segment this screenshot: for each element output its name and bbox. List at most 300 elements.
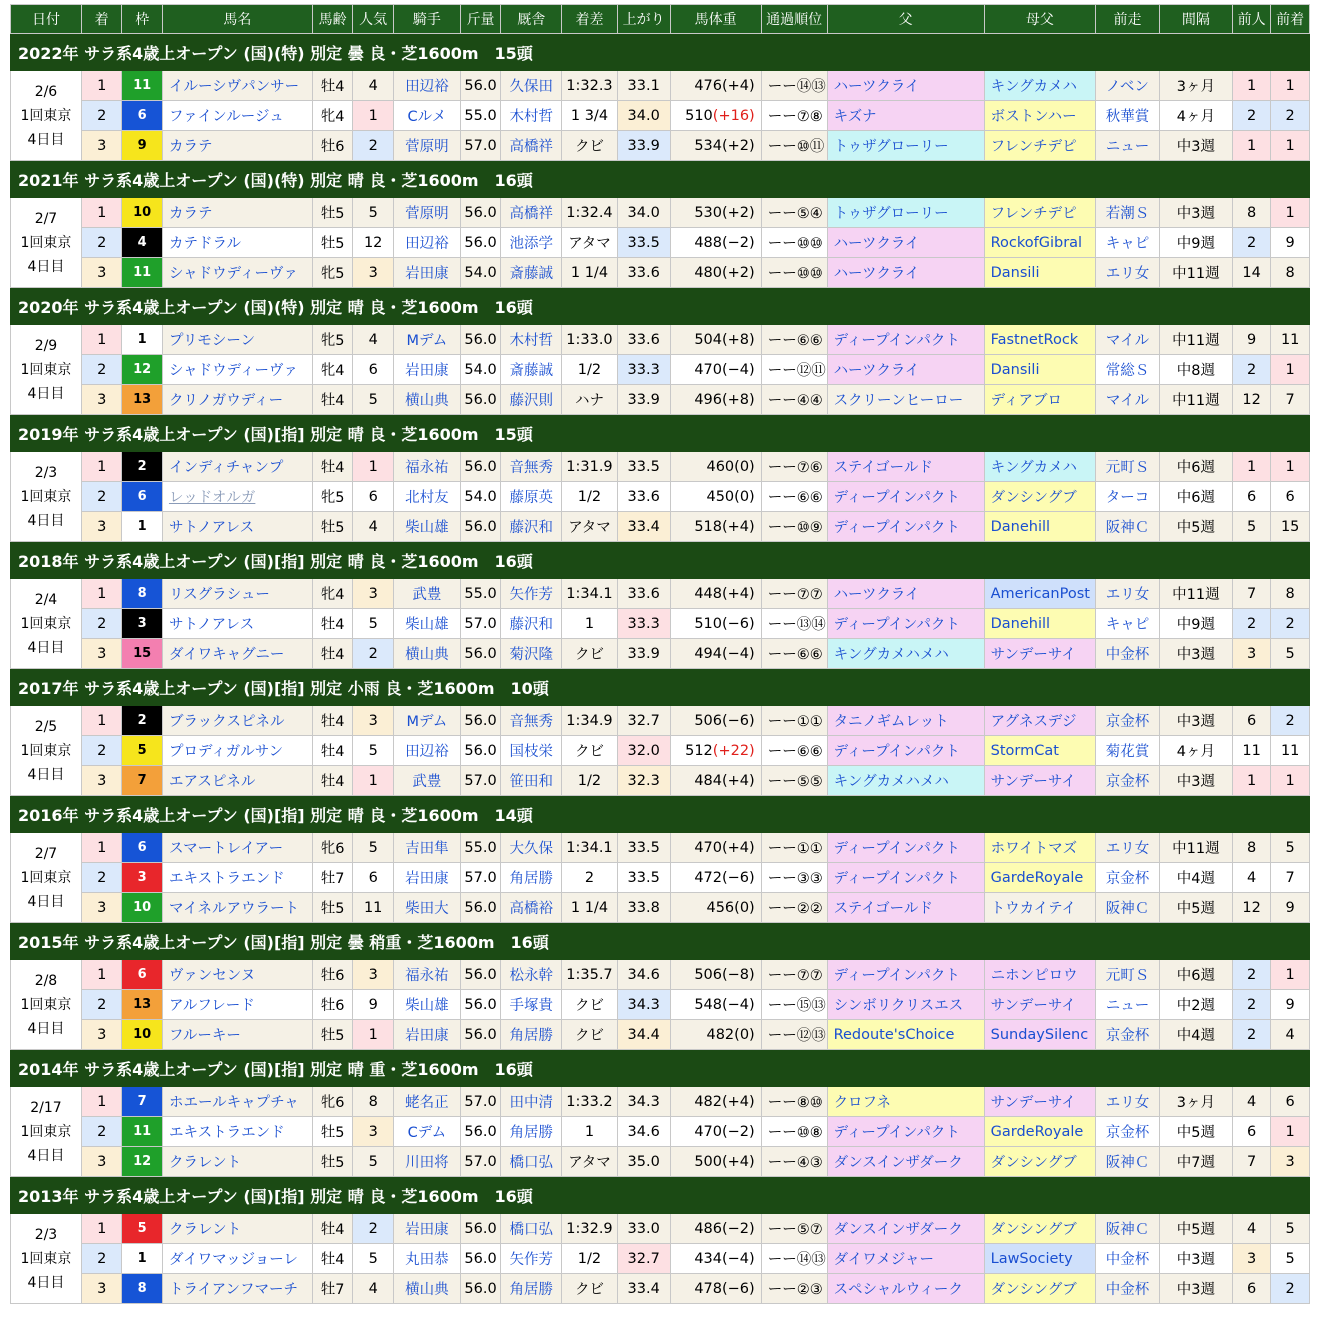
- stable-link[interactable]: 藤沢則: [501, 385, 562, 415]
- horse-number-text: 12: [133, 362, 152, 377]
- sire-link[interactable]: スペシャルウィーク: [827, 1274, 984, 1304]
- body-weight: [670, 325, 761, 355]
- jockey-link[interactable]: Mデム: [393, 325, 460, 355]
- body-weight-delta: (−2): [722, 1123, 755, 1140]
- previous-race-link[interactable]: 中金杯: [1096, 1274, 1160, 1304]
- jockey-link[interactable]: 田辺裕: [393, 228, 460, 258]
- sire-link[interactable]: ディープインパクト: [827, 325, 984, 355]
- previous-finish: 5: [1271, 1244, 1310, 1274]
- sire-link[interactable]: シンボリクリスエス: [827, 990, 984, 1020]
- broodmare-sire-link[interactable]: ニホンピロウ: [984, 960, 1095, 990]
- column-header[interactable]: 前走: [1096, 5, 1160, 34]
- broodmare-sire-link[interactable]: キングカメハ: [984, 71, 1095, 101]
- sire-link[interactable]: ダンスインザダーク: [827, 1214, 984, 1244]
- column-header[interactable]: 通過順位: [761, 5, 827, 34]
- sire-link[interactable]: ダンスインザダーク: [827, 1147, 984, 1177]
- horse-name-link[interactable]: フルーキー: [162, 1020, 312, 1050]
- sire-link[interactable]: ダイワメジャー: [827, 1244, 984, 1274]
- column-header[interactable]: 日付: [11, 5, 82, 34]
- body-weight-delta: (+4): [722, 772, 755, 789]
- previous-popularity: 3: [1232, 1244, 1271, 1274]
- sire-link[interactable]: ハーツクライ: [827, 579, 984, 609]
- broodmare-sire-link[interactable]: ボストンハー: [984, 101, 1095, 131]
- body-weight-delta: (+2): [722, 204, 755, 221]
- interval: 中3週: [1159, 198, 1232, 228]
- stable-link[interactable]: 音無秀: [501, 706, 562, 736]
- broodmare-sire-link[interactable]: ダンシングブ: [984, 1147, 1095, 1177]
- horse-number-text: 4: [137, 235, 147, 250]
- jockey-link[interactable]: 蛯名正: [393, 1087, 460, 1117]
- race-meet: 1回東京: [20, 615, 72, 632]
- broodmare-sire-link[interactable]: Danehill: [984, 609, 1095, 639]
- popularity: 1: [353, 1020, 394, 1050]
- previous-race-link[interactable]: 阪神Ｃ: [1096, 1147, 1160, 1177]
- horse-number: [122, 579, 163, 609]
- margin: クビ: [562, 1274, 618, 1304]
- previous-finish: 1: [1271, 960, 1310, 990]
- margin: 1/2: [562, 482, 618, 512]
- sire-link[interactable]: ディープインパクト: [827, 960, 984, 990]
- broodmare-sire-link[interactable]: アグネスデジ: [984, 706, 1095, 736]
- column-header[interactable]: 厩舎: [501, 5, 562, 34]
- previous-popularity: 4: [1232, 863, 1271, 893]
- broodmare-sire-link[interactable]: FastnetRock: [984, 325, 1095, 355]
- stable-link[interactable]: 角居勝: [501, 863, 562, 893]
- jockey-link[interactable]: 川田将: [393, 1147, 460, 1177]
- previous-finish: 9: [1271, 990, 1310, 1020]
- previous-race-link[interactable]: 阪神Ｃ: [1096, 1214, 1160, 1244]
- broodmare-sire-link[interactable]: Dansili: [984, 355, 1095, 385]
- passing-order: ーー⑬⑭: [761, 609, 827, 639]
- broodmare-sire-link[interactable]: サンデーサイ: [984, 1087, 1095, 1117]
- horse-name-link[interactable]: サトノアレス: [162, 512, 312, 542]
- broodmare-sire-link[interactable]: GardeRoyale: [984, 863, 1095, 893]
- jockey-link[interactable]: 柴田大: [393, 893, 460, 923]
- horse-number-text: 6: [137, 108, 147, 123]
- stable-link[interactable]: 斎藤誠: [501, 258, 562, 288]
- column-header[interactable]: 上がり: [617, 5, 670, 34]
- previous-race-link[interactable]: 阪神Ｃ: [1096, 893, 1160, 923]
- column-header[interactable]: 前人: [1232, 5, 1271, 34]
- jockey-link[interactable]: Cルメ: [393, 101, 460, 131]
- finish-position: 2: [81, 990, 122, 1020]
- sire-link[interactable]: ディープインパクト: [827, 512, 984, 542]
- sire-link[interactable]: スクリーンヒーロー: [827, 385, 984, 415]
- broodmare-sire-link[interactable]: トウカイテイ: [984, 893, 1095, 923]
- broodmare-sire-link[interactable]: SundaySilenc: [984, 1020, 1095, 1050]
- horse-name-link[interactable]: クラレント: [162, 1147, 312, 1177]
- result-row: [11, 452, 1310, 482]
- jockey-link[interactable]: 田辺裕: [393, 71, 460, 101]
- previous-race-link[interactable]: 京金杯: [1096, 1117, 1160, 1147]
- horse-age: 牝4: [312, 355, 353, 385]
- previous-race-link[interactable]: エリ女: [1096, 579, 1160, 609]
- race-day: 4日目: [27, 1147, 65, 1164]
- horse-name-link[interactable]: プロディガルサン: [162, 736, 312, 766]
- margin: 1:32.9: [562, 1214, 618, 1244]
- horse-name-link[interactable]: プリモシーン: [162, 325, 312, 355]
- stable-link[interactable]: 笹田和: [501, 766, 562, 796]
- column-header[interactable]: 騎手: [393, 5, 460, 34]
- horse-age: 牡6: [312, 960, 353, 990]
- previous-race-link[interactable]: エリ女: [1096, 258, 1160, 288]
- weight-carried: 55.0: [460, 579, 501, 609]
- sire-link[interactable]: ディープインパクト: [827, 736, 984, 766]
- finish-position: 3: [81, 131, 122, 161]
- horse-name-link[interactable]: レッドオルガ: [162, 482, 312, 512]
- sire-link[interactable]: キズナ: [827, 101, 984, 131]
- horse-name-link[interactable]: ヴァンセンヌ: [162, 960, 312, 990]
- previous-race-link[interactable]: キャピ: [1096, 609, 1160, 639]
- stable-link[interactable]: 藤沢和: [501, 512, 562, 542]
- stable-link[interactable]: 高橋裕: [501, 893, 562, 923]
- body-weight: [670, 833, 761, 863]
- sire-link[interactable]: Redoute'sChoice: [827, 1020, 984, 1050]
- broodmare-sire-link[interactable]: Danehill: [984, 512, 1095, 542]
- result-row: [11, 1020, 1310, 1050]
- previous-race-link[interactable]: 菊花賞: [1096, 736, 1160, 766]
- column-header[interactable]: 人気: [353, 5, 394, 34]
- stable-link[interactable]: 角居勝: [501, 1274, 562, 1304]
- passing-order: ーー③③: [761, 863, 827, 893]
- column-header[interactable]: 馬体重: [670, 5, 761, 34]
- sire-link[interactable]: ディープインパクト: [827, 863, 984, 893]
- sire-link[interactable]: ディープインパクト: [827, 833, 984, 863]
- previous-finish: 15: [1271, 512, 1310, 542]
- jockey-link[interactable]: 丸田恭: [393, 1244, 460, 1274]
- broodmare-sire-link[interactable]: GardeRoyale: [984, 1117, 1095, 1147]
- final-3f: 33.4: [617, 1274, 670, 1304]
- broodmare-sire-link[interactable]: RockofGibral: [984, 228, 1095, 258]
- broodmare-sire-link[interactable]: ホワイトマズ: [984, 833, 1095, 863]
- jockey-link[interactable]: Cデム: [393, 1117, 460, 1147]
- stable-link[interactable]: 高橋祥: [501, 131, 562, 161]
- jockey-link[interactable]: 北村友: [393, 482, 460, 512]
- previous-finish: 1: [1271, 198, 1310, 228]
- horse-name-link[interactable]: クリノガウディー: [162, 385, 312, 415]
- jockey-link[interactable]: 岩田康: [393, 1214, 460, 1244]
- previous-race-link[interactable]: エリ女: [1096, 833, 1160, 863]
- previous-race-link[interactable]: 元町Ｓ: [1096, 452, 1160, 482]
- previous-race-link[interactable]: 京金杯: [1096, 1020, 1160, 1050]
- sire-link[interactable]: ディープインパクト: [827, 1117, 984, 1147]
- sire-link[interactable]: キングカメハメハ: [827, 766, 984, 796]
- stable-link[interactable]: 藤原英: [501, 482, 562, 512]
- broodmare-sire-link[interactable]: サンデーサイ: [984, 766, 1095, 796]
- broodmare-sire-link[interactable]: フレンチデピ: [984, 198, 1095, 228]
- stable-link[interactable]: 木村哲: [501, 325, 562, 355]
- result-row: [11, 1087, 1310, 1117]
- sire-link[interactable]: ディープインパクト: [827, 609, 984, 639]
- passing-order: ーー⑫⑬: [761, 1020, 827, 1050]
- horse-name-link[interactable]: スマートレイアー: [162, 833, 312, 863]
- horse-number-text: 9: [137, 138, 147, 153]
- horse-name-link[interactable]: インディチャンプ: [162, 452, 312, 482]
- horse-name-link[interactable]: カラテ: [162, 131, 312, 161]
- stable-link[interactable]: 斎藤誠: [501, 355, 562, 385]
- horse-name-link[interactable]: ダイワマッジョーレ: [162, 1244, 312, 1274]
- body-weight-delta: (−8): [722, 966, 755, 983]
- horse-name-link[interactable]: ファインルージュ: [162, 101, 312, 131]
- race-date: 2/3: [34, 1226, 58, 1243]
- jockey-link[interactable]: 横山典: [393, 639, 460, 669]
- horse-age: 牡4: [312, 706, 353, 736]
- jockey-link[interactable]: 岩田康: [393, 1020, 460, 1050]
- stable-link[interactable]: 矢作芳: [501, 579, 562, 609]
- margin: 1:33.0: [562, 325, 618, 355]
- jockey-link[interactable]: 福永祐: [393, 452, 460, 482]
- horse-number: [122, 1147, 163, 1177]
- previous-race-link[interactable]: ノベン: [1096, 71, 1160, 101]
- weight-carried: 56.0: [460, 639, 501, 669]
- weight-carried: 55.0: [460, 101, 501, 131]
- broodmare-sire-link[interactable]: StormCat: [984, 736, 1095, 766]
- final-3f: 33.1: [617, 71, 670, 101]
- horse-name-link[interactable]: ブラックスピネル: [162, 706, 312, 736]
- stable-link[interactable]: 藤沢和: [501, 609, 562, 639]
- body-weight-value: 482: [706, 1026, 735, 1043]
- horse-name-link[interactable]: マイネルアウラート: [162, 893, 312, 923]
- finish-position: 1: [81, 71, 122, 101]
- stable-link[interactable]: 橋口弘: [501, 1214, 562, 1244]
- jockey-link[interactable]: 吉田隼: [393, 833, 460, 863]
- passing-order: ーー⑥⑥: [761, 482, 827, 512]
- previous-popularity: 3: [1232, 639, 1271, 669]
- broodmare-sire-link[interactable]: ダンシングブ: [984, 1274, 1095, 1304]
- result-row: [11, 355, 1310, 385]
- sire-link[interactable]: キングカメハメハ: [827, 639, 984, 669]
- stable-link[interactable]: 久保田: [501, 71, 562, 101]
- interval: 中6週: [1159, 960, 1232, 990]
- previous-race-link[interactable]: エリ女: [1096, 1087, 1160, 1117]
- horse-name-link[interactable]: クラレント: [162, 1214, 312, 1244]
- previous-race-link[interactable]: 元町Ｓ: [1096, 960, 1160, 990]
- horse-name-link[interactable]: カラテ: [162, 198, 312, 228]
- stable-link[interactable]: 手塚貴: [501, 990, 562, 1020]
- horse-number: [122, 639, 163, 669]
- horse-age: 牡5: [312, 893, 353, 923]
- horse-age: 牡7: [312, 863, 353, 893]
- previous-race-link[interactable]: ニュー: [1096, 990, 1160, 1020]
- sire-link[interactable]: ステイゴールド: [827, 452, 984, 482]
- final-3f: 33.9: [617, 131, 670, 161]
- horse-age: 牡5: [312, 1147, 353, 1177]
- column-header[interactable]: 前着: [1271, 5, 1310, 34]
- previous-race-link[interactable]: 京金杯: [1096, 766, 1160, 796]
- stable-link[interactable]: 池添学: [501, 228, 562, 258]
- jockey-link[interactable]: Mデム: [393, 706, 460, 736]
- stable-link[interactable]: 木村哲: [501, 101, 562, 131]
- final-3f: 33.4: [617, 512, 670, 542]
- previous-race-link[interactable]: 京金杯: [1096, 706, 1160, 736]
- body-weight: [670, 385, 761, 415]
- sire-link[interactable]: ハーツクライ: [827, 258, 984, 288]
- horse-age: 牡4: [312, 1214, 353, 1244]
- previous-race-link[interactable]: ターコ: [1096, 482, 1160, 512]
- previous-race-link[interactable]: 阪神Ｃ: [1096, 512, 1160, 542]
- previous-race-link[interactable]: 常総Ｓ: [1096, 355, 1160, 385]
- stable-link[interactable]: 菊沢隆: [501, 639, 562, 669]
- column-header[interactable]: 母父: [984, 5, 1095, 34]
- horse-name-link[interactable]: サトノアレス: [162, 609, 312, 639]
- previous-race-link[interactable]: 秋華賞: [1096, 101, 1160, 131]
- result-row: [11, 198, 1310, 228]
- race-date-cell: [11, 1214, 82, 1304]
- horse-age: 牡5: [312, 512, 353, 542]
- finish-position: 3: [81, 1274, 122, 1304]
- horse-number-text: 1: [137, 1251, 147, 1266]
- previous-race-link[interactable]: ニュー: [1096, 131, 1160, 161]
- horse-name-link[interactable]: ダイワキャグニー: [162, 639, 312, 669]
- horse-number: [122, 1244, 163, 1274]
- broodmare-sire-link[interactable]: AmericanPost: [984, 579, 1095, 609]
- passing-order: ーー⑤⑤: [761, 766, 827, 796]
- column-header[interactable]: 父: [827, 5, 984, 34]
- body-weight: [670, 990, 761, 1020]
- broodmare-sire-link[interactable]: LawSociety: [984, 1244, 1095, 1274]
- previous-race-link[interactable]: 若潮Ｓ: [1096, 198, 1160, 228]
- popularity: 4: [353, 512, 394, 542]
- sire-link[interactable]: ハーツクライ: [827, 355, 984, 385]
- column-header[interactable]: 間隔: [1159, 5, 1232, 34]
- previous-finish: 11: [1271, 736, 1310, 766]
- horse-name-link[interactable]: エキストラエンド: [162, 1117, 312, 1147]
- sire-link[interactable]: トゥザグローリー: [827, 131, 984, 161]
- jockey-link[interactable]: 武豊: [393, 579, 460, 609]
- column-header[interactable]: 斤量: [460, 5, 501, 34]
- broodmare-sire-link[interactable]: フレンチデピ: [984, 131, 1095, 161]
- finish-position: 1: [81, 325, 122, 355]
- final-3f: 34.3: [617, 990, 670, 1020]
- previous-race-link[interactable]: マイル: [1096, 325, 1160, 355]
- horse-age: 牝5: [312, 325, 353, 355]
- stable-link[interactable]: 矢作芳: [501, 1244, 562, 1274]
- popularity: 3: [353, 706, 394, 736]
- body-weight: [670, 1147, 761, 1177]
- stable-link[interactable]: 角居勝: [501, 1020, 562, 1050]
- previous-finish: 9: [1271, 893, 1310, 923]
- sire-link[interactable]: クロフネ: [827, 1087, 984, 1117]
- stable-link[interactable]: 田中清: [501, 1087, 562, 1117]
- jockey-link[interactable]: 柴山雄: [393, 512, 460, 542]
- race-date: 2/3: [34, 464, 58, 481]
- stable-link[interactable]: 音無秀: [501, 452, 562, 482]
- stable-link[interactable]: 高橋祥: [501, 198, 562, 228]
- horse-name-link[interactable]: カテドラル: [162, 228, 312, 258]
- horse-name-link[interactable]: シャドウディーヴァ: [162, 258, 312, 288]
- column-header[interactable]: 枠: [122, 5, 163, 34]
- finish-position: 3: [81, 639, 122, 669]
- horse-name-link[interactable]: シャドウディーヴァ: [162, 355, 312, 385]
- horse-number: [122, 198, 163, 228]
- race-header-row: [11, 796, 1310, 833]
- broodmare-sire-link[interactable]: ダンシングブ: [984, 482, 1095, 512]
- final-3f: 33.6: [617, 258, 670, 288]
- jockey-link[interactable]: 柴山雄: [393, 990, 460, 1020]
- jockey-link[interactable]: 岩田康: [393, 863, 460, 893]
- jockey-link[interactable]: 武豊: [393, 766, 460, 796]
- horse-name-link[interactable]: ホエールキャプチャ: [162, 1087, 312, 1117]
- horse-name-link[interactable]: エキストラエンド: [162, 863, 312, 893]
- horse-name-link[interactable]: リスグラシュー: [162, 579, 312, 609]
- final-3f: 33.6: [617, 325, 670, 355]
- finish-position: 1: [81, 579, 122, 609]
- final-3f: 34.0: [617, 101, 670, 131]
- stable-link[interactable]: 大久保: [501, 833, 562, 863]
- jockey-link[interactable]: 福永祐: [393, 960, 460, 990]
- sire-link[interactable]: トゥザグローリー: [827, 198, 984, 228]
- sire-link[interactable]: ハーツクライ: [827, 228, 984, 258]
- popularity: 5: [353, 833, 394, 863]
- horse-number-text: 6: [137, 840, 147, 855]
- horse-name-link[interactable]: イルーシヴパンサー: [162, 71, 312, 101]
- previous-race-link[interactable]: マイル: [1096, 385, 1160, 415]
- jockey-link[interactable]: 横山典: [393, 385, 460, 415]
- stable-link[interactable]: 角居勝: [501, 1117, 562, 1147]
- broodmare-sire-link[interactable]: ダンシングブ: [984, 1214, 1095, 1244]
- stable-link[interactable]: 橋口弘: [501, 1147, 562, 1177]
- body-weight-value: 510: [685, 107, 713, 124]
- sire-link[interactable]: タニノギムレット: [827, 706, 984, 736]
- stable-link[interactable]: 国枝栄: [501, 736, 562, 766]
- broodmare-sire-link[interactable]: ディアブロ: [984, 385, 1095, 415]
- previous-race-link[interactable]: 中金杯: [1096, 639, 1160, 669]
- horse-name-link[interactable]: エアスピネル: [162, 766, 312, 796]
- previous-finish: 11: [1271, 325, 1310, 355]
- previous-finish: 2: [1271, 609, 1310, 639]
- race-date: 2/5: [34, 718, 58, 735]
- jockey-link[interactable]: 柴山雄: [393, 609, 460, 639]
- jockey-link[interactable]: 菅原明: [393, 131, 460, 161]
- jockey-link[interactable]: 菅原明: [393, 198, 460, 228]
- previous-race-link[interactable]: 京金杯: [1096, 863, 1160, 893]
- broodmare-sire-link[interactable]: Dansili: [984, 258, 1095, 288]
- broodmare-sire-link[interactable]: サンデーサイ: [984, 639, 1095, 669]
- jockey-link[interactable]: 田辺裕: [393, 736, 460, 766]
- result-row: [11, 1274, 1310, 1304]
- body-weight: [670, 1020, 761, 1050]
- stable-link[interactable]: 松永幹: [501, 960, 562, 990]
- sire-link[interactable]: ディープインパクト: [827, 482, 984, 512]
- column-header[interactable]: 着: [81, 5, 122, 34]
- body-weight: [670, 258, 761, 288]
- jockey-link[interactable]: 横山典: [393, 1274, 460, 1304]
- broodmare-sire-link[interactable]: サンデーサイ: [984, 990, 1095, 1020]
- horse-age: 牡6: [312, 990, 353, 1020]
- jockey-link[interactable]: 岩田康: [393, 355, 460, 385]
- weight-carried: 56.0: [460, 960, 501, 990]
- horse-name-link[interactable]: アルフレード: [162, 990, 312, 1020]
- jockey-link[interactable]: 岩田康: [393, 258, 460, 288]
- column-header[interactable]: 着差: [562, 5, 618, 34]
- popularity: 9: [353, 990, 394, 1020]
- result-row: [11, 766, 1310, 796]
- previous-race-link[interactable]: 中金杯: [1096, 1244, 1160, 1274]
- broodmare-sire-link[interactable]: キングカメハ: [984, 452, 1095, 482]
- horse-name-link[interactable]: トライアンフマーチ: [162, 1274, 312, 1304]
- sire-link[interactable]: ハーツクライ: [827, 71, 984, 101]
- column-header[interactable]: 馬齢: [312, 5, 353, 34]
- previous-popularity: 2: [1232, 609, 1271, 639]
- previous-race-link[interactable]: キャピ: [1096, 228, 1160, 258]
- race-day: 4日目: [27, 131, 65, 148]
- interval: 中3週: [1159, 1274, 1232, 1304]
- body-weight: [670, 71, 761, 101]
- sire-link[interactable]: ステイゴールド: [827, 893, 984, 923]
- popularity: 2: [353, 639, 394, 669]
- final-3f: 34.4: [617, 1020, 670, 1050]
- column-header[interactable]: 馬名: [162, 5, 312, 34]
